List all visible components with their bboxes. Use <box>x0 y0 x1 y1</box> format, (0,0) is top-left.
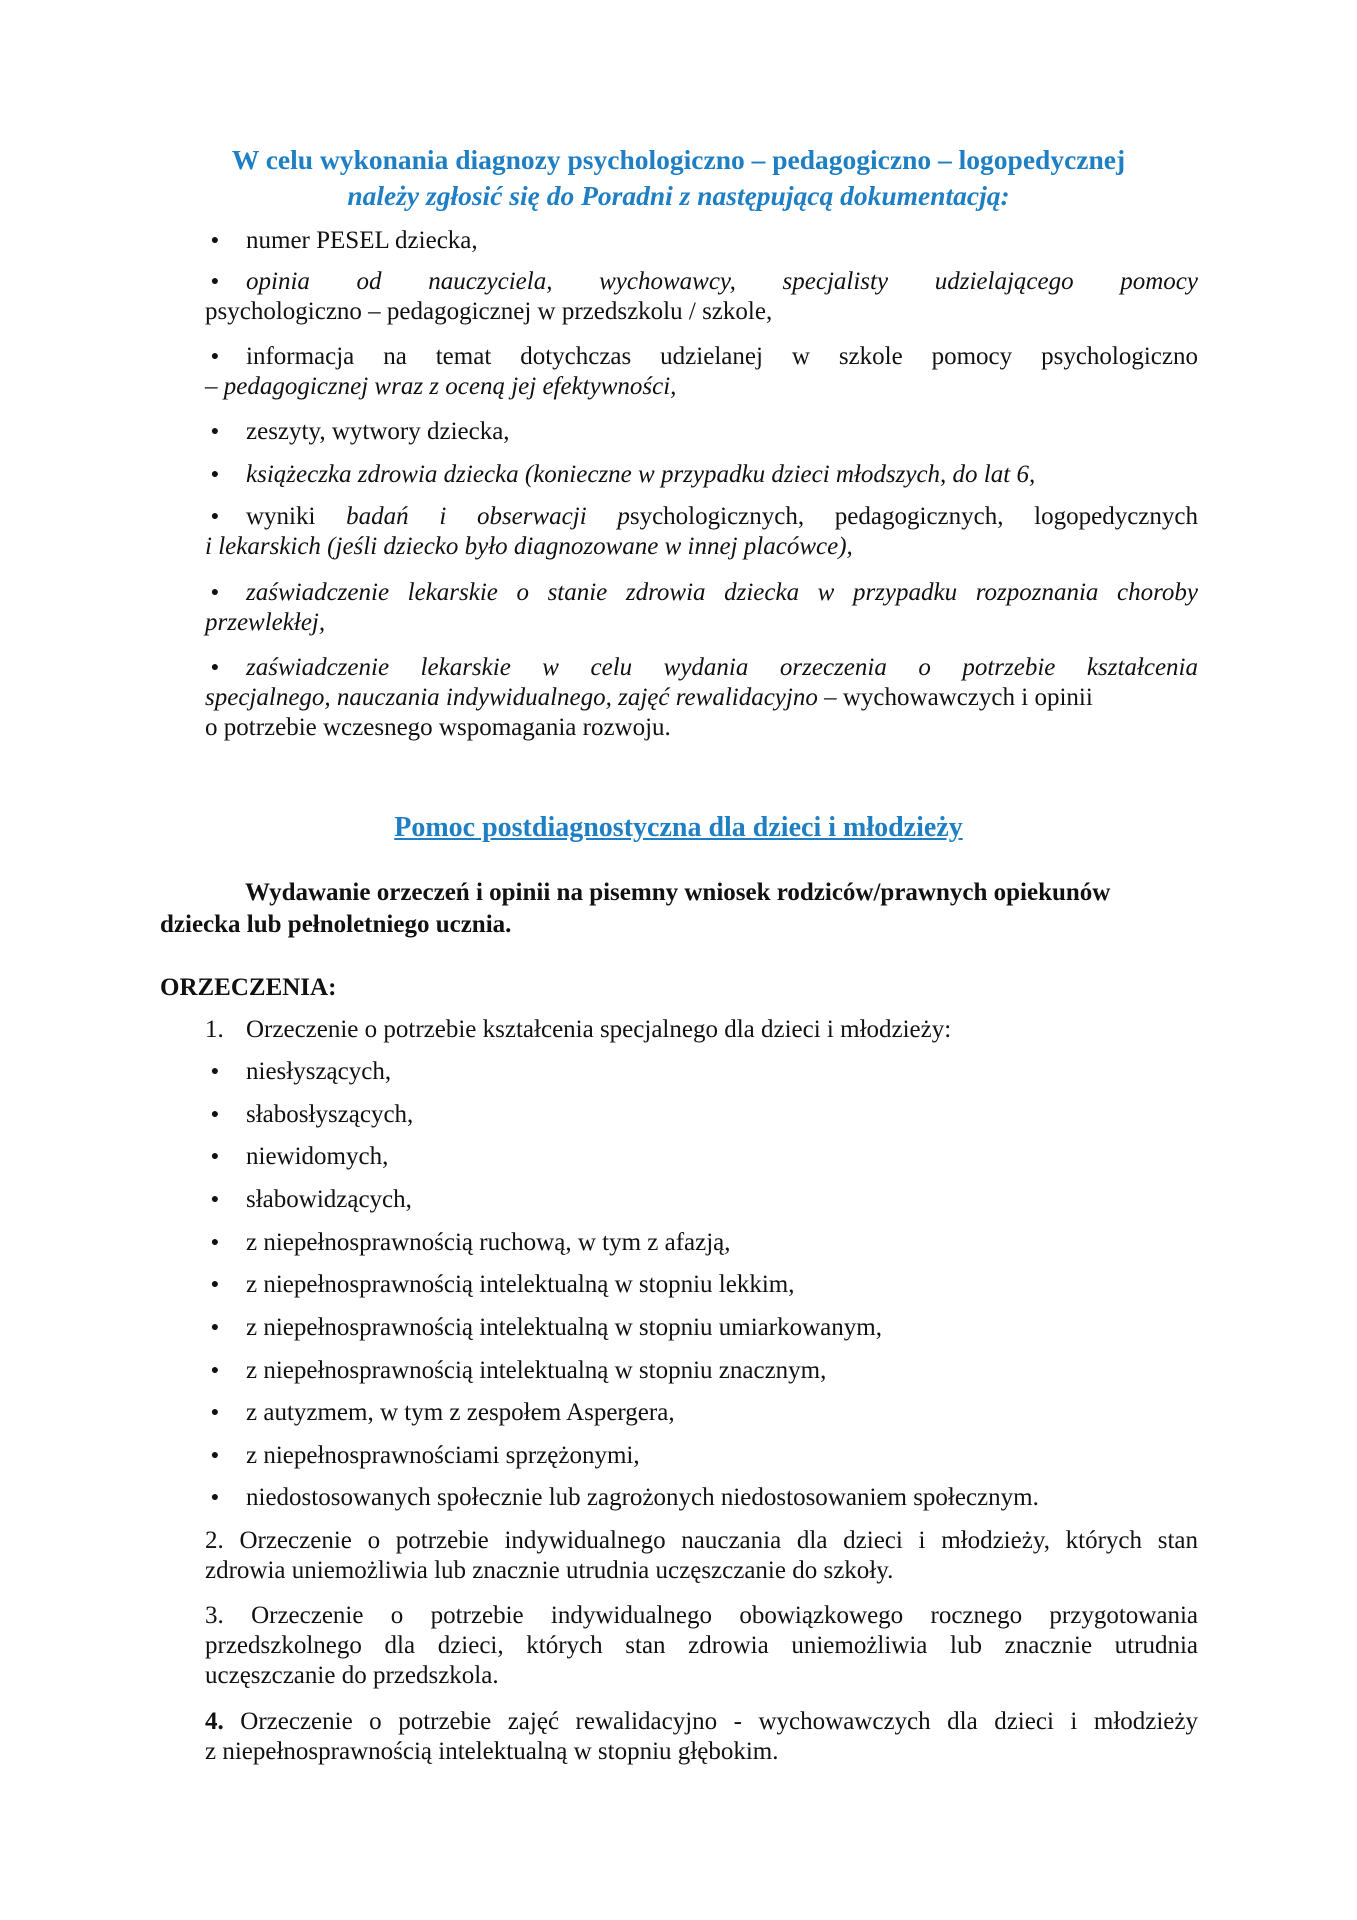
list-item: niedostosowanych społecznie lub zagrożonych niedostosowaniem społecznym. <box>246 1484 1039 1511</box>
list-item: z niepełnosprawnością intelektualną w stopniu znacznym, <box>246 1357 827 1384</box>
list-item-continuation: i lekarskich (jeśli dziecko było diagnozowane w innej placówce), <box>205 533 853 560</box>
list-item: numer PESEL dziecka, <box>246 227 478 254</box>
bullet-icon: ● <box>210 1490 220 1505</box>
list-item-continuation: – pedagogicznej wraz z oceną jej efektywności, <box>205 373 677 400</box>
bullet-icon: ● <box>210 1448 220 1463</box>
numbered-item-continuation: przedszkolnego dla dzieci, których stan zdrowia uniemożliwia lub znacznie utrudnia <box>205 1632 1198 1659</box>
intro-text-continuation: dziecka lub pełnoletniego ucznia. <box>160 911 512 938</box>
bullet-icon: ● <box>210 1107 220 1122</box>
bullet-icon: ● <box>210 660 220 675</box>
bullet-icon: ● <box>210 1363 220 1378</box>
numbered-item: 3. Orzeczenie o potrzebie indywidualnego obowiązkowego rocznego przygotowania <box>205 1602 1198 1629</box>
list-item: słabosłyszących, <box>246 1101 414 1128</box>
bullet-icon: ● <box>210 233 220 248</box>
intro-text: Wydawanie orzeczeń i opinii na pisemny wniosek rodziców/prawnych opiekunów <box>245 879 1111 906</box>
bullet-icon: ● <box>210 424 220 439</box>
bullet-icon: ● <box>210 1149 220 1164</box>
bullet-icon: ● <box>210 585 220 600</box>
numbered-item-text: Orzeczenie o potrzebie zajęć rewalidacyjno - wychowawczych dla dzieci i młodzieży <box>223 1708 1198 1735</box>
list-item: słabowidzących, <box>246 1186 412 1213</box>
list-item-continuation: przewlekłej, <box>205 609 326 636</box>
list-item: niesłyszących, <box>246 1058 392 1085</box>
postdiagnostic-heading: Pomoc postdiagnostyczna dla dzieci i młodzieży <box>394 812 963 843</box>
bullet-icon: ● <box>210 1320 220 1335</box>
numbered-item-continuation: z niepełnosprawnością intelektualną w stopniu głębokim. <box>205 1738 779 1765</box>
list-item-continuation: o potrzebie wczesnego wspomagania rozwoju. <box>205 714 671 741</box>
bullet-icon: ● <box>210 1277 220 1292</box>
list-item: z niepełnosprawnością ruchową, w tym z afazją, <box>246 1229 731 1256</box>
numbered-item-continuation: zdrowia uniemożliwia lub znacznie utrudnia uczęszczanie do szkoły. <box>205 1557 894 1584</box>
bullet-icon: ● <box>210 1064 220 1079</box>
list-item-text: wyniki <box>246 503 316 530</box>
numbered-item: Orzeczenie o potrzebie kształcenia specjalnego dla dzieci i młodzieży: <box>246 1016 952 1043</box>
list-item: z autyzmem, w tym z zespołem Aspergera, <box>246 1399 675 1426</box>
list-item: zaświadczenie lekarskie o stanie zdrowia dziecka w przypadku rozpoznania choroby <box>246 579 1198 606</box>
diagnosis-subheading: należy zgłosić się do Poradni z następującą dokumentacją: <box>347 180 1010 211</box>
list-item: opinia od nauczyciela, wychowawcy, specjalisty udzielającego pomocy <box>246 268 1198 295</box>
numbered-item <box>205 1707 1198 1737</box>
list-item-text: sychologicznych, pedagogicznych, logopedycznych <box>629 503 1198 530</box>
bullet-icon: ● <box>210 467 220 482</box>
bullet-icon: ● <box>210 1192 220 1207</box>
orzeczenia-label: ORZECZENIA: <box>160 974 337 1001</box>
list-item: z niepełnosprawnością intelektualną w stopniu umiarkowanym, <box>246 1314 882 1341</box>
item-number: 4. <box>205 1708 224 1735</box>
item-number: 1. <box>205 1016 224 1043</box>
list-item-text: badań i obserwacji p <box>346 503 630 530</box>
list-item: niewidomych, <box>246 1143 389 1170</box>
bullet-icon: ● <box>210 274 220 289</box>
bullet-icon: ● <box>210 509 220 524</box>
list-item-continuation: psychologiczno – pedagogicznej w przedszkolu / szkole, <box>205 298 773 325</box>
list-item: zeszyty, wytwory dziecka, <box>246 418 510 445</box>
diagnosis-heading: W celu wykonania diagnozy psychologiczno – pedagogiczno – logopedycznej <box>231 144 1126 175</box>
list-item: z niepełnosprawnością intelektualną w stopniu lekkim, <box>246 1271 795 1298</box>
list-item <box>246 502 1198 532</box>
list-item: informacja na temat dotychczas udzielanej w szkole pomocy psychologiczno <box>246 343 1198 370</box>
list-item: zaświadczenie lekarskie w celu wydania orzeczenia o potrzebie kształcenia <box>246 654 1198 681</box>
list-item-text: – wychowawczych i opinii <box>817 684 1093 711</box>
list-item: z niepełnosprawnościami sprzężonymi, <box>246 1442 640 1469</box>
bullet-icon: ● <box>210 1235 220 1250</box>
list-item: książeczka zdrowia dziecka (konieczne w przypadku dzieci młodszych, do lat 6, <box>246 461 1036 488</box>
list-item-text: specjalnego, nauczania indywidualnego, zajęć rewalidacyjno <box>205 684 818 711</box>
bullet-icon: ● <box>210 349 220 364</box>
numbered-item: 2. Orzeczenie o potrzebie indywidualnego nauczania dla dzieci i młodzieży, których stan <box>205 1527 1198 1554</box>
list-item-continuation <box>205 683 1198 713</box>
bullet-icon: ● <box>210 1405 220 1420</box>
numbered-item-continuation: uczęszczanie do przedszkola. <box>205 1662 499 1689</box>
